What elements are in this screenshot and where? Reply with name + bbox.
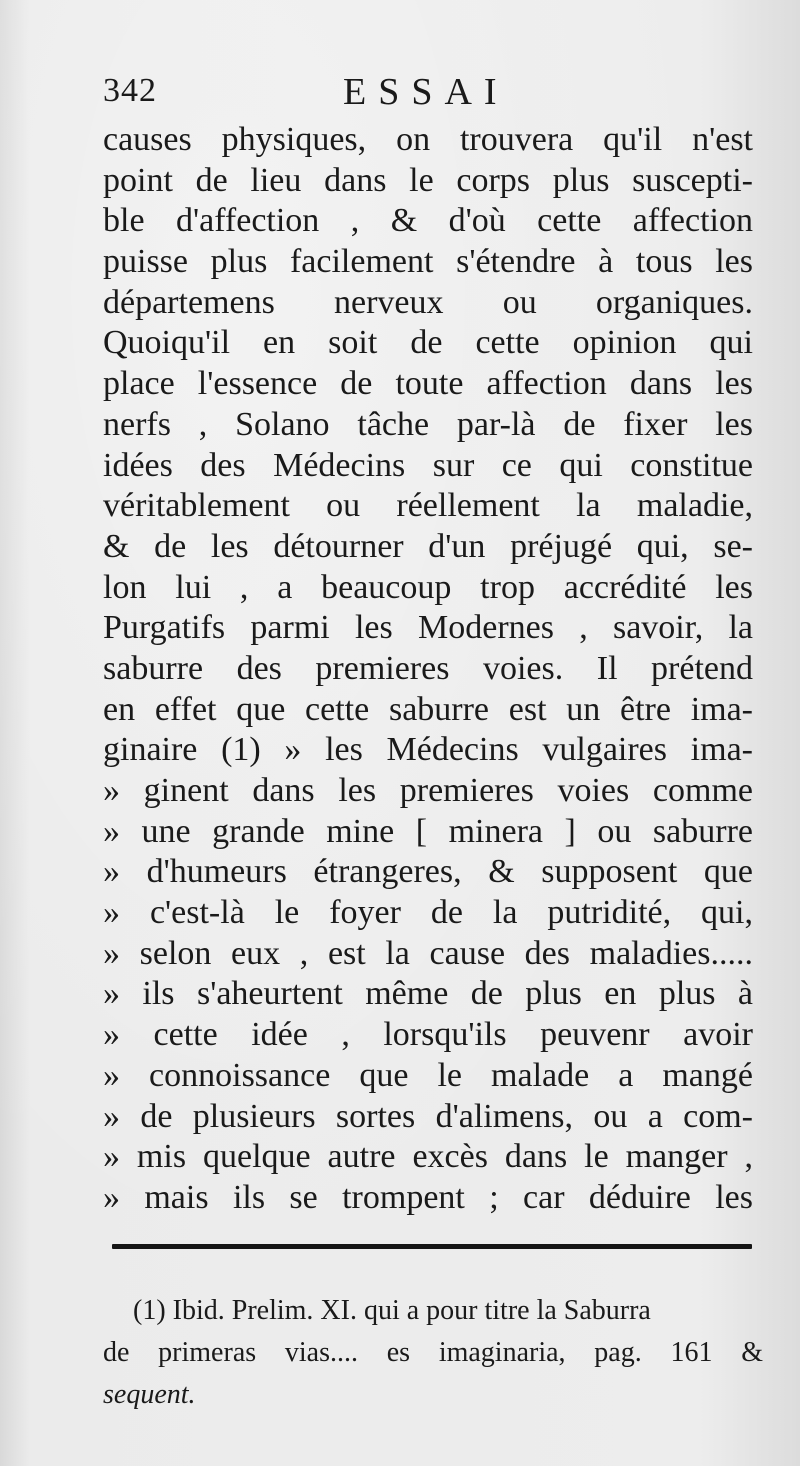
text-line: causes physiques, on trouvera qu'il n'est (103, 121, 753, 158)
body-text (103, 120, 753, 1219)
text-line: » c'est-là le foyer de la putridité, qui, (103, 894, 753, 932)
text-line: ble d'affection , & d'où cette affection (103, 202, 753, 240)
text-line: saburre des premieres voies. Il prétend (103, 649, 753, 687)
text-line: » cette idée , lorsqu'ils peuvenr avoir (103, 1016, 753, 1054)
text-line: » d'humeurs étrangeres, & supposent que (103, 853, 753, 891)
text-line: véritablement ou réellement la maladie, (103, 487, 753, 525)
text-line: idées des Médecins sur ce qui constitue (103, 446, 753, 484)
footnote-line: (1) Ibid. Prelim. XI. qui a pour titre la Saburra (133, 1295, 651, 1326)
footnote-line: sequent. (103, 1379, 196, 1410)
text-line: lon lui , a beaucoup trop accrédité les (103, 568, 753, 606)
text-line: » mis quelque autre excès dans le manger , (103, 1138, 753, 1176)
text-line: point de lieu dans le corps plus suscepti- (103, 161, 753, 199)
text-line: » ils s'aheurtent même de plus en plus à (103, 975, 753, 1013)
text-line: » une grande mine [ minera ] ou saburre (103, 812, 753, 850)
running-title: ESSAI (343, 71, 509, 113)
text-line: ginaire (1) » les Médecins vulgaires ima- (103, 731, 753, 769)
page-number: 342 (103, 72, 157, 109)
text-line: & de les détourner d'un préjugé qui, se- (103, 527, 753, 565)
text-line: Purgatifs parmi les Modernes , savoir, la (103, 609, 753, 647)
text-line: » connoissance que le malade a mangé (103, 1056, 753, 1094)
text-line: nerfs , Solano tâche par-là de fixer les (103, 405, 753, 443)
footnote (103, 1290, 763, 1416)
footnote-separator-rule (112, 1244, 752, 1249)
page-header (103, 70, 753, 120)
text-line: » de plusieurs sortes d'alimens, ou a com- (103, 1097, 753, 1135)
text-line: » ginent dans les premieres voies comme (103, 772, 753, 809)
text-line: place l'essence de toute affection dans les (103, 365, 753, 403)
text-line: puisse plus facilement s'étendre à tous les (103, 243, 753, 281)
text-line: » mais ils se trompent ; car déduire les (103, 1178, 753, 1216)
footnote-line: de primeras vias.... es imaginaria, pag. 161 & (103, 1337, 763, 1368)
text-line: en effet que cette saburre est un être ima- (103, 690, 753, 728)
text-line: » selon eux , est la cause des maladies..... (103, 934, 753, 972)
text-line: Quoiqu'il en soit de cette opinion qui (103, 324, 753, 362)
text-line: départemens nerveux ou organiques. (103, 283, 753, 321)
